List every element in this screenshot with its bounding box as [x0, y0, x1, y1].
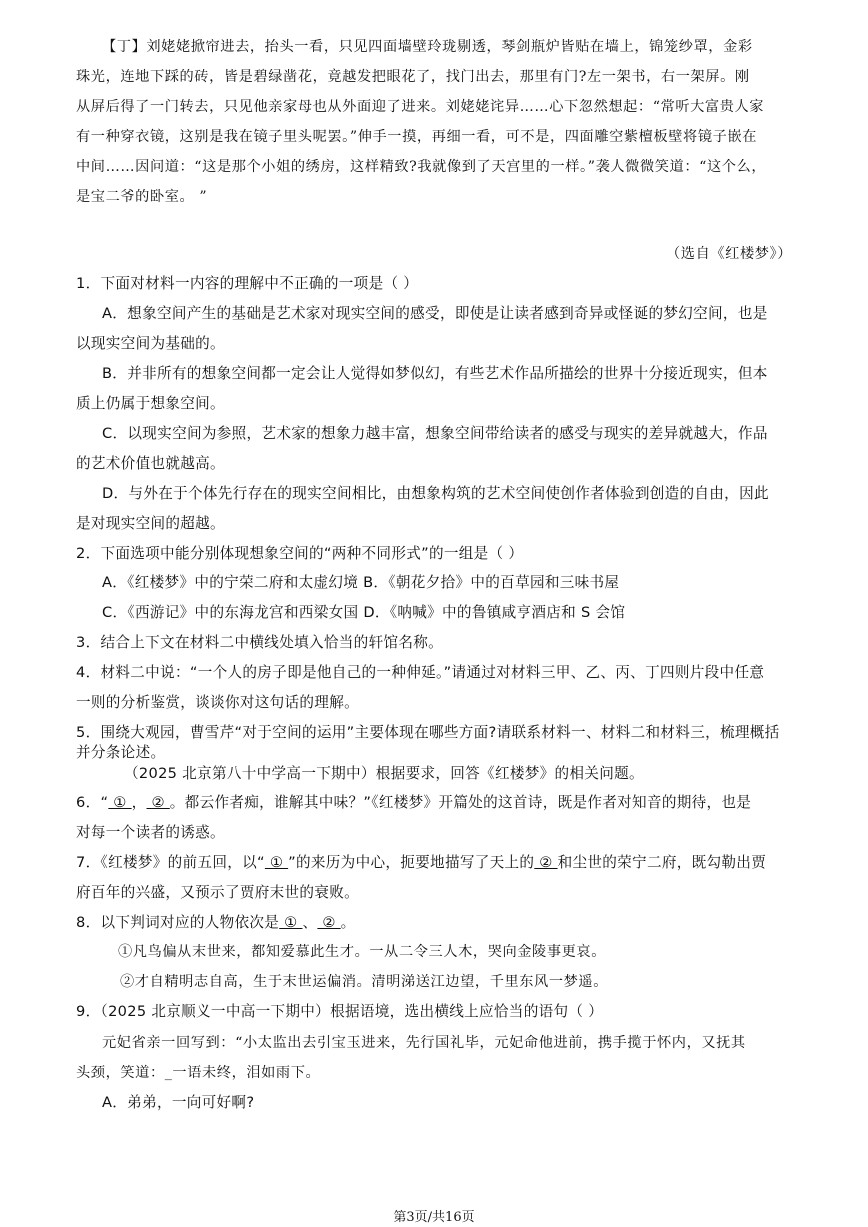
q1-option-a: A．想象空间产生的基础是艺术家对现实空间的感受，即使是让读者感到奇异或怪诞的梦幻空间，也是 [102, 305, 768, 322]
passage-line-3: 从屏后得了一门转去，只见他亲家母也从外面迎了进来。刘姥姥诧异……心下忽然想起：“常听大富贵人家 [76, 99, 765, 115]
q2-options-cd: C．《西游记》中的东海龙宫和西梁女国 D．《呐喊》中的鲁镇咸亨酒店和 S 会馆 [102, 604, 626, 621]
q6-prefix: 6．“ [76, 794, 109, 811]
q8-stem [76, 913, 868, 933]
q5-stem-cont: 并分条论述。 [76, 744, 166, 761]
q4-stem-cont: 一则的分析鉴赏，谈谈你对这句话的理解。 [76, 694, 359, 711]
passage-line-2: 珠光，连地下踩的砖，皆是碧绿凿花，竟越发把眼花了，找门出去，那里有门?左一架书，右一架屏。刚 [76, 69, 750, 85]
q8-verse-2: ②才自精明志自高，生于末世运偏消。清明涕送江边望，千里东风一梦遥。 [120, 974, 608, 990]
passage-line-4: 有一种穿衣镜，这别是我在镜子里头呢罢。”伸手一摸，再细一看，可不是，四面雕空紫檀板壁将镜子嵌在 [76, 129, 757, 145]
q9-stem: 9．（2025 北京顺义一中高一下期中）根据语境，选出横线上应恰当的语句（ ） [76, 1003, 604, 1020]
q2-stem: 2．下面选项中能分别体现想象空间的“两种不同形式”的一组是（ ） [76, 545, 524, 562]
q3-stem: 3．结合上下文在材料二中横线处填入恰当的轩馆名称。 [76, 634, 444, 651]
q1-option-b: B．并非所有的想象空间都一定会让人觉得如梦似幻，有些艺术作品所描绘的世界十分接近现实，但本 [102, 365, 768, 382]
q7-blank-1: ① [264, 854, 289, 871]
q8-suffix: 。 [340, 914, 356, 931]
passage-line-5: 中间……因问道：“这是那个小姐的绣房，这样精致?我就像到了天宫里的一样。”袭人微微笑道：“这个么， [76, 159, 767, 175]
q6-stem-cont: 对每一个读者的诱惑。 [76, 824, 225, 841]
q9-text-2: 头颈，笑道：_一语未终，泪如雨下。 [76, 1065, 321, 1081]
q8-blank-1: ① [279, 914, 303, 931]
page-number: 第3页/共16页 [393, 1210, 475, 1225]
q5-stem: 5．围绕大观园，曹雪芹“对于空间的运用”主要体现在哪些方面?请联系材料一、材料二和材料三，梳理概括 [76, 724, 780, 741]
q1-option-d: D．与外在于个体先行存在的现实空间相比，由想象构筑的艺术空间使创作者体验到创造的自由，因此 [102, 485, 769, 502]
q6-blank-2: ② [146, 794, 170, 811]
q1-option-c: C．以现实空间为参照，艺术家的想象力越丰富，想象空间带给读者的感受与现实的差异就越大，作品 [102, 425, 768, 442]
q8-verse-1: ①凡鸟偏从末世来，都知爱慕此生才。一从二令三人木，哭向金陵事更哀。 [118, 944, 606, 960]
q7-prefix: 7．《红楼梦》的前五回，以“ [76, 854, 265, 871]
q1-option-d-cont: 是对现实空间的超越。 [76, 515, 225, 532]
q6-blank-1: ① [108, 794, 132, 811]
q7-middle: ”的来历为中心，扼要地描写了天上的 [288, 854, 535, 871]
q6-stem [76, 793, 868, 813]
q7-blank-2: ② [534, 854, 558, 871]
q9-option-a: A．弟弟，一向可好啊? [102, 1094, 255, 1111]
section-note: （2025 北京第八十中学高一下期中）根据要求，回答《红楼梦》的相关问题。 [124, 765, 644, 782]
q9-text-1: 元妃省亲一回写到：“小太监出去引宝玉进来，先行国礼毕，元妃命他进前，携手揽于怀内，又抚其 [102, 1035, 746, 1051]
q1-option-a-cont: 以现实空间为基础的。 [76, 335, 225, 352]
q4-stem: 4．材料二中说：“一个人的房子即是他自己的一种伸延。”请通过对材料三甲、乙、丙、丁四则片段中任意 [76, 664, 765, 681]
q2-options-ab: A．《红楼梦》中的宁荣二府和太虚幻境 B．《朝花夕拾》中的百草园和三味书屋 [102, 574, 620, 591]
passage-line-6: 是宝二爷的卧室。 ” [76, 189, 208, 205]
q7-stem [76, 853, 868, 873]
q7-suffix: 和尘世的荣宁二府，既勾勒出贾 [557, 854, 767, 871]
q8-separator: 、 [302, 914, 318, 931]
q6-separator: ， [131, 794, 147, 811]
q1-option-b-cont: 质上仍属于想象空间。 [76, 395, 225, 412]
q1-option-c-cont: 的艺术价值也就越高。 [76, 455, 225, 472]
q8-blank-2: ② [317, 914, 341, 931]
passage-source: （选自《红楼梦》） [666, 246, 792, 262]
q1-stem: 1．下面对材料一内容的理解中不正确的一项是（ ） [76, 275, 419, 292]
q6-suffix: 。都云作者痴，谁解其中味？”《红楼梦》开篇处的这首诗，既是作者对知音的期待，也是 [169, 794, 752, 811]
q7-stem-cont: 府百年的兴盛，又预示了贾府末世的衰败。 [76, 884, 359, 901]
q8-prefix: 8．以下判词对应的人物依次是 [76, 914, 280, 931]
passage-line-1: 【丁】刘姥姥掀帘进去，抬头一看，只见四面墙壁玲珑剔透，琴剑瓶炉皆贴在墙上，锦笼纱罩，金彩 [102, 39, 753, 55]
